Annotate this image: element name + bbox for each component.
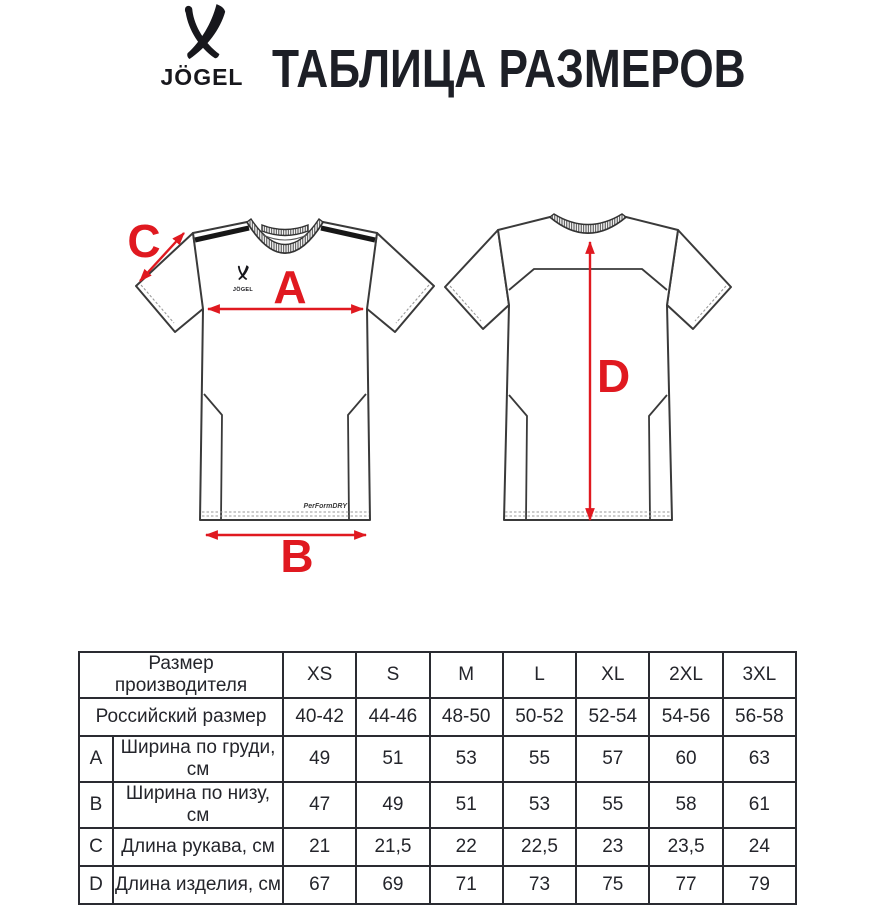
- back-torso: [498, 217, 678, 520]
- size-value: 21: [283, 828, 356, 866]
- size-value: 71: [430, 866, 503, 904]
- size-value: 44-46: [356, 698, 429, 736]
- size-value: 55: [576, 782, 649, 828]
- size-value: 55: [503, 736, 576, 782]
- manufacturer-size-row: [79, 652, 796, 698]
- size-value: 22: [430, 828, 503, 866]
- russian-size-row: [79, 698, 796, 736]
- brand-logo-icon: [178, 2, 230, 62]
- row-letter: C: [79, 828, 113, 866]
- size-value: 56-58: [723, 698, 796, 736]
- row-letter: B: [79, 782, 113, 828]
- size-value: 52-54: [576, 698, 649, 736]
- bottom-width-letter: B: [280, 530, 314, 582]
- size-code: S: [356, 652, 429, 698]
- size-code: M: [430, 652, 503, 698]
- size-value: 53: [503, 782, 576, 828]
- size-value: 53: [430, 736, 503, 782]
- size-value: 63: [723, 736, 796, 782]
- size-value: 50-52: [503, 698, 576, 736]
- size-code: 2XL: [649, 652, 722, 698]
- size-value: 51: [356, 736, 429, 782]
- size-value: 24: [723, 828, 796, 866]
- size-code: XS: [283, 652, 356, 698]
- size-value: 77: [649, 866, 722, 904]
- size-code: L: [503, 652, 576, 698]
- size-value: 75: [576, 866, 649, 904]
- size-value: 48-50: [430, 698, 503, 736]
- size-value: 69: [356, 866, 429, 904]
- size-value: 40-42: [283, 698, 356, 736]
- sleeve-length-letter: C: [127, 215, 161, 267]
- garment-length-letter: D: [597, 350, 631, 402]
- performdry-label: PerFormDRY: [303, 503, 347, 510]
- page-title: ТАБЛИЦА РАЗМЕРОВ: [272, 39, 746, 100]
- brand-wordmark: JÖGEL: [160, 64, 244, 90]
- front-inner-collar: [262, 225, 308, 236]
- measurement-row-c: [79, 828, 796, 866]
- size-value: 21,5: [356, 828, 429, 866]
- row-label: Ширина по груди, см: [113, 736, 283, 782]
- tshirt-back-view: [445, 214, 731, 520]
- row-label: Длина изделия, см: [113, 866, 283, 904]
- chest-width-letter: A: [273, 261, 307, 313]
- size-value: 79: [723, 866, 796, 904]
- size-value: 58: [649, 782, 722, 828]
- russian-size-label: Российский размер: [79, 698, 283, 736]
- row-label: Ширина по низу, см: [113, 782, 283, 828]
- tshirt-measurement-diagram: [100, 195, 780, 590]
- size-value: 57: [576, 736, 649, 782]
- size-value: 22,5: [503, 828, 576, 866]
- size-code: 3XL: [723, 652, 796, 698]
- size-value: 54-56: [649, 698, 722, 736]
- size-value: 61: [723, 782, 796, 828]
- size-value: 60: [649, 736, 722, 782]
- size-value: 47: [283, 782, 356, 828]
- size-value: 73: [503, 866, 576, 904]
- size-table: [78, 651, 797, 905]
- size-code: XL: [576, 652, 649, 698]
- row-letter: D: [79, 866, 113, 904]
- size-value: 49: [356, 782, 429, 828]
- size-value: 23,5: [649, 828, 722, 866]
- row-label: Длина рукава, см: [113, 828, 283, 866]
- size-value: 67: [283, 866, 356, 904]
- measurement-row-a: [79, 736, 796, 782]
- chest-logo-wordmark: JÖGEL: [232, 287, 254, 293]
- manufacturer-size-label: Размер производителя: [79, 652, 283, 698]
- size-value: 23: [576, 828, 649, 866]
- front-right-sleeve: [366, 233, 434, 332]
- size-value: 51: [430, 782, 503, 828]
- size-value: 49: [283, 736, 356, 782]
- measurement-row-d: [79, 866, 796, 904]
- row-letter: A: [79, 736, 113, 782]
- measurement-row-b: [79, 782, 796, 828]
